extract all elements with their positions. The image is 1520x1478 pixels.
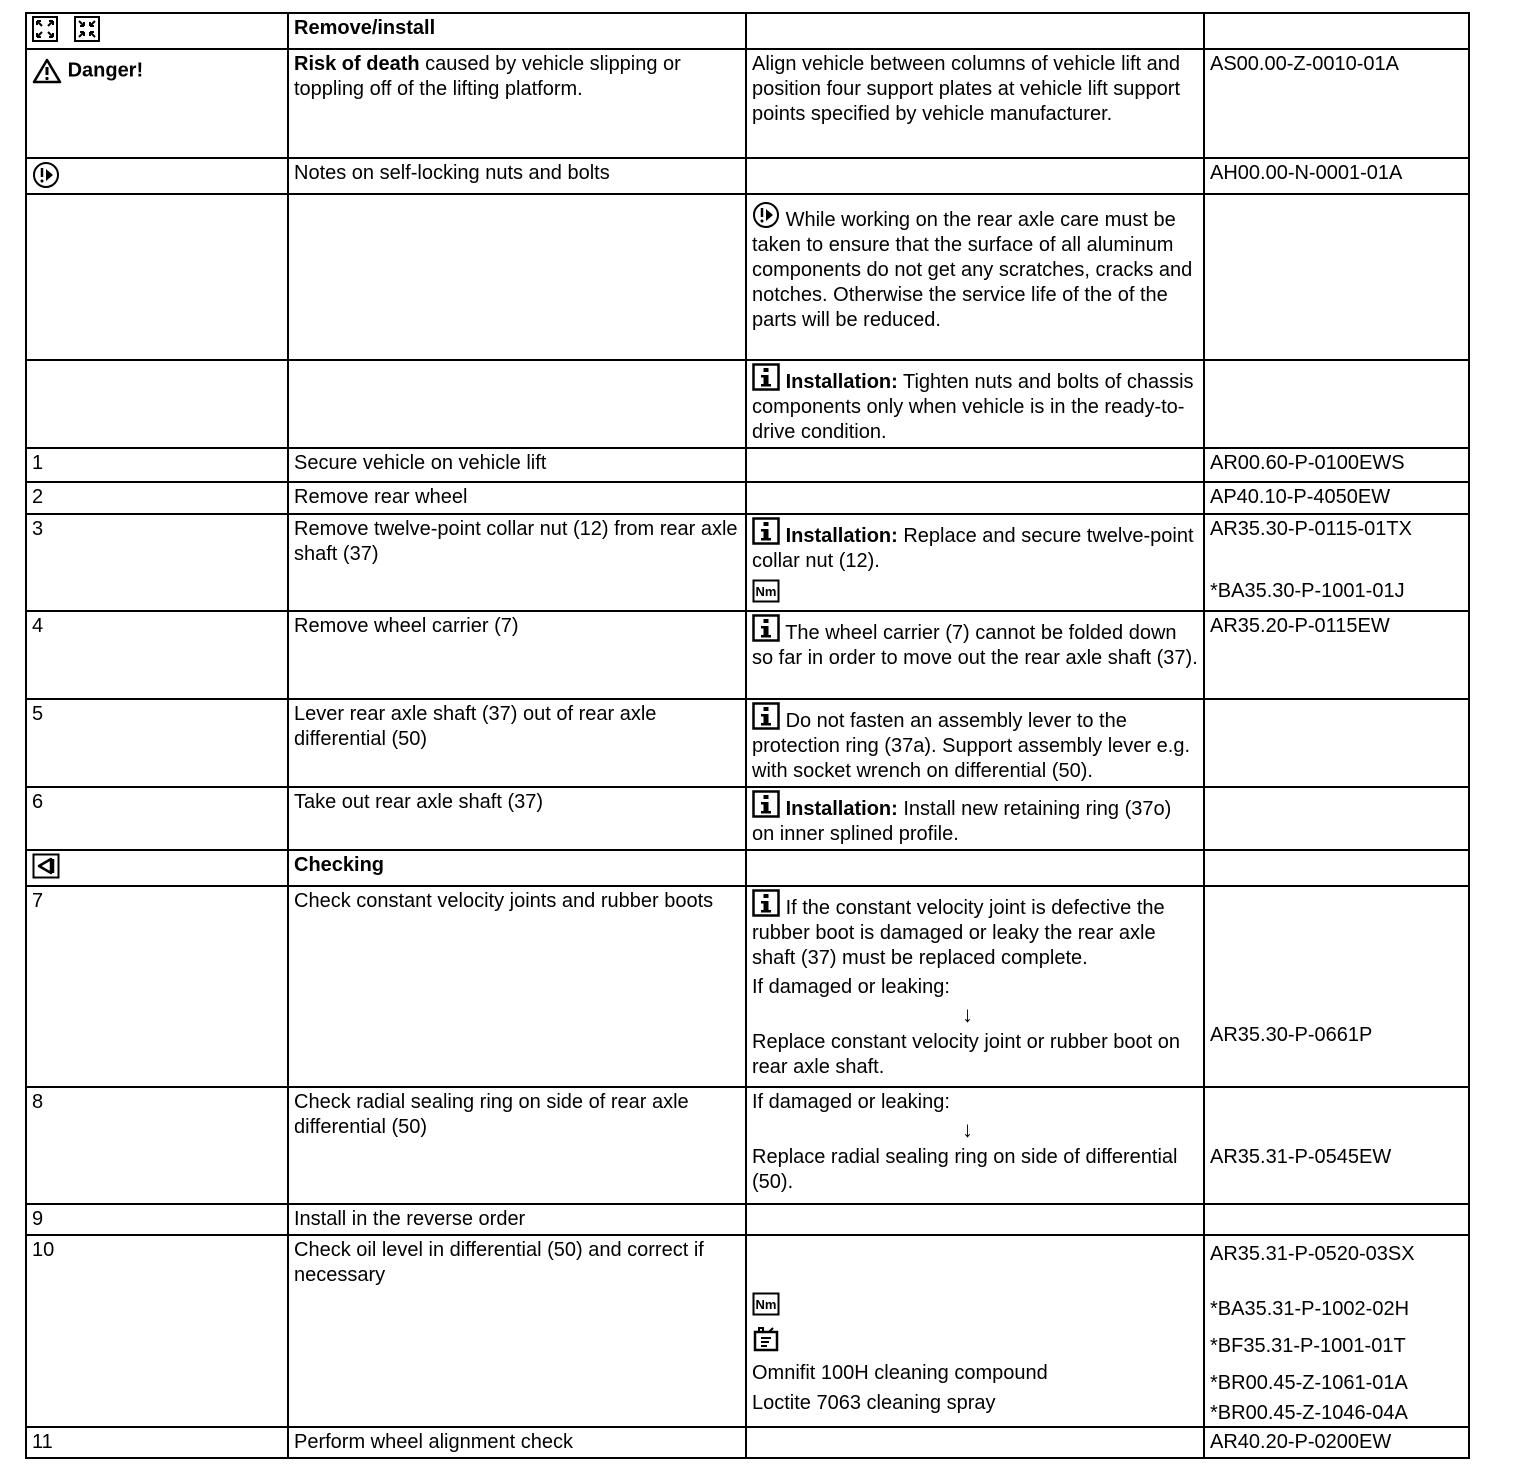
info-icon xyxy=(752,614,780,642)
header-row xyxy=(26,13,1469,49)
step-text: Check oil level in differential (50) and correct if necessary xyxy=(288,1235,746,1427)
step-row xyxy=(26,482,1469,514)
notes-row xyxy=(26,158,1469,194)
step-number: 3 xyxy=(26,514,288,611)
step-row xyxy=(26,514,1469,611)
step-note: Do not fasten an assembly lever to the protection ring (37a). Support assembly lever e.g. with socket wrench on differential (50). xyxy=(752,710,1190,782)
step-text: Take out rear axle shaft (37) xyxy=(288,787,746,850)
checking-title: Checking xyxy=(288,850,746,886)
install-note-row xyxy=(26,360,1469,448)
step-row xyxy=(26,448,1469,482)
step-number: 11 xyxy=(26,1427,288,1458)
notes-ref: AH00.00-N-0001-01A xyxy=(1204,158,1469,194)
step-number: 7 xyxy=(26,886,288,1087)
install-icon xyxy=(74,16,100,42)
install-note-text: Tighten nuts and bolts of chassis components only when vehicle is in the ready-to-drive condition. xyxy=(752,371,1194,443)
danger-label: Danger! xyxy=(67,59,144,82)
caution-text: While working on the rear axle care must be taken to ensure that the surface of all aluminum components do not get any scratches, cracks and notches. Otherwise the service life of the of the parts will be reduced. xyxy=(752,209,1193,331)
step-row xyxy=(26,1235,1469,1427)
step-number: 1 xyxy=(26,448,288,482)
step-row xyxy=(26,886,1469,1087)
step-number: 9 xyxy=(26,1204,288,1235)
install-note-bold: Installation: xyxy=(785,371,898,393)
notes-text: Notes on self-locking nuts and bolts xyxy=(288,158,746,194)
step-number: 5 xyxy=(26,699,288,787)
checking-icon xyxy=(32,853,60,879)
remove-icon xyxy=(32,16,58,42)
step-note-bold: Installation: xyxy=(785,525,898,547)
step-note: Replace and secure twelve-point collar nut (12). xyxy=(752,525,1194,572)
procedure-table xyxy=(25,12,1470,1459)
torque-nm-icon xyxy=(752,1292,780,1316)
info-icon xyxy=(752,790,780,818)
fluid-container-icon xyxy=(752,1326,780,1352)
step-number: 6 xyxy=(26,787,288,850)
step-ref: AR35.30-P-0661P xyxy=(1210,1024,1373,1046)
step-row xyxy=(26,611,1469,699)
down-arrow-icon: ↓ xyxy=(962,1002,973,1027)
info-icon xyxy=(752,517,780,545)
step-action: Replace constant velocity joint or rubber boot on rear axle shaft. xyxy=(752,1031,1181,1078)
step-text: Remove twelve-point collar nut (12) from rear axle shaft (37) xyxy=(288,514,746,611)
svg-text:Nm: Nm xyxy=(755,583,777,599)
step-ref-material-1: *BR00.45-Z-1061-01A xyxy=(1210,1372,1408,1394)
step-action: Replace radial sealing ring on side of differential (50). xyxy=(752,1146,1178,1193)
step-ref-material-2: *BR00.45-Z-1046-04A xyxy=(1210,1402,1408,1424)
step-ref: AR40.20-P-0200EW xyxy=(1204,1427,1469,1458)
warning-triangle-icon xyxy=(32,58,62,84)
step-ref: AR35.31-P-0520-03SX xyxy=(1210,1243,1415,1265)
risk-heading: Risk of death xyxy=(294,53,420,75)
checking-header-row xyxy=(26,850,1469,886)
note-circle-icon xyxy=(752,201,780,229)
step-ref: AR35.20-P-0115EW xyxy=(1204,611,1469,699)
material-2: Loctite 7063 cleaning spray xyxy=(752,1392,996,1414)
step-ref-fluid: *BF35.31-P-1001-01T xyxy=(1210,1335,1406,1357)
step-number: 8 xyxy=(26,1087,288,1204)
step-text: Secure vehicle on vehicle lift xyxy=(288,448,746,482)
step-condition: If damaged or leaking: xyxy=(752,1091,950,1113)
step-text: Check constant velocity joints and rubber boots xyxy=(288,886,746,1087)
note-circle-icon xyxy=(32,161,60,189)
danger-row xyxy=(26,49,1469,158)
svg-text:Nm: Nm xyxy=(755,1296,777,1312)
risk-text: caused by vehicle slipping or toppling off of the lifting platform. xyxy=(294,53,681,100)
step-ref-torque: *BA35.31-P-1002-02H xyxy=(1210,1298,1410,1320)
step-number: 4 xyxy=(26,611,288,699)
step-number: 2 xyxy=(26,482,288,514)
step-note-bold: Installation: xyxy=(785,798,898,820)
step-row xyxy=(26,1204,1469,1235)
torque-nm-icon xyxy=(752,579,780,603)
info-icon xyxy=(752,702,780,730)
material-1: Omnifit 100H cleaning compound xyxy=(752,1362,1048,1384)
step-text: Perform wheel alignment check xyxy=(288,1427,746,1458)
section-title: Remove/install xyxy=(288,13,746,49)
step-row xyxy=(26,699,1469,787)
step-text: Remove wheel carrier (7) xyxy=(288,611,746,699)
step-ref: AR00.60-P-0100EWS xyxy=(1204,448,1469,482)
step-row xyxy=(26,1427,1469,1458)
step-text: Lever rear axle shaft (37) out of rear axle differential (50) xyxy=(288,699,746,787)
step-ref: AR35.30-P-0115-01TX xyxy=(1210,518,1412,540)
step-number: 10 xyxy=(26,1235,288,1427)
step-ref: AP40.10-P-4050EW xyxy=(1204,482,1469,514)
step-row xyxy=(26,1087,1469,1204)
danger-instruction: Align vehicle between columns of vehicle lift and position four support plates at vehicle lift support points specified by vehicle manufacturer. xyxy=(746,49,1204,158)
info-icon xyxy=(752,363,780,391)
danger-ref: AS00.00-Z-0010-01A xyxy=(1204,49,1469,158)
info-icon xyxy=(752,889,780,917)
step-note: If the constant velocity joint is defective the rubber boot is damaged or leaky the rear axle shaft (37) must be replaced complete. xyxy=(752,897,1165,969)
down-arrow-icon: ↓ xyxy=(962,1117,973,1142)
step-text: Check radial sealing ring on side of rear axle differential (50) xyxy=(288,1087,746,1204)
caution-row xyxy=(26,194,1469,360)
step-note: The wheel carrier (7) cannot be folded down so far in order to move out the rear axle shaft (37). xyxy=(752,622,1198,669)
step-ref: AR35.31-P-0545EW xyxy=(1210,1146,1392,1168)
step-note: Install new retaining ring (37o) on inner splined profile. xyxy=(752,798,1172,845)
step-text: Remove rear wheel xyxy=(288,482,746,514)
step-ref-torque: *BA35.30-P-1001-01J xyxy=(1210,580,1405,602)
step-condition: If damaged or leaking: xyxy=(752,976,950,998)
step-text: Install in the reverse order xyxy=(288,1204,746,1235)
step-row xyxy=(26,787,1469,850)
